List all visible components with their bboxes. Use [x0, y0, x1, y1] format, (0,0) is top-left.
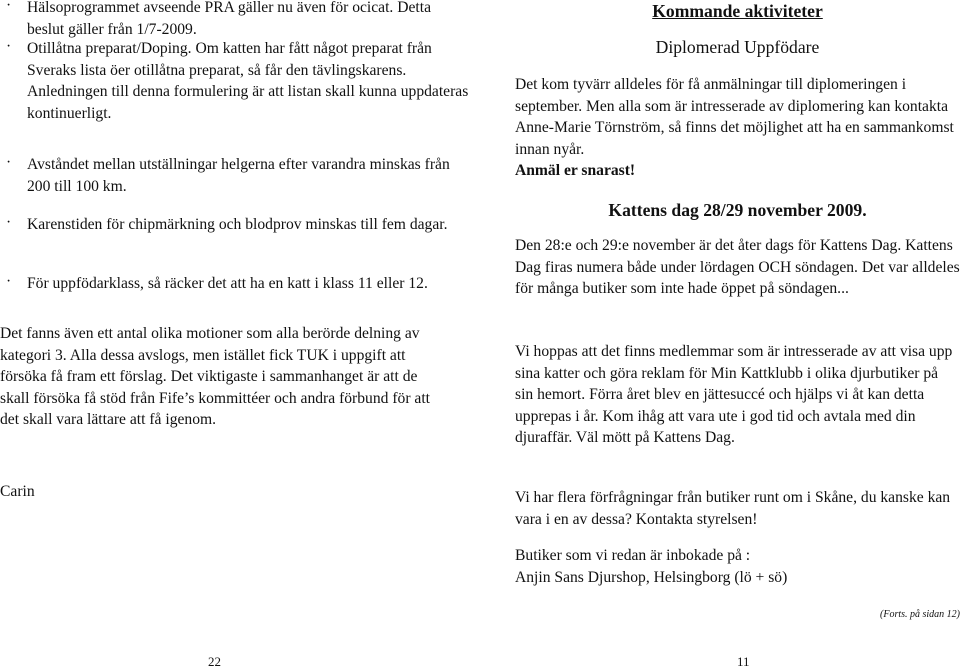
- list-item-text: Karenstiden för chipmärkning och blodprov minskas till fem dagar.: [27, 216, 448, 233]
- diploma-paragraph: [515, 74, 960, 182]
- diploma-text: Det kom tyvärr alldeles för få anmälningar till diplomeringen i september. Men alla som är intresserade av diplomering kan kontakta Anne-Marie Törnström, så finns det möjlighet att ha en sammankomst innan nyår.: [515, 76, 954, 158]
- booked-item: Anjin Sans Djurshop, Helsingborg (lö + sö): [515, 568, 788, 586]
- page-number-left: 22: [208, 654, 221, 669]
- motions-paragraph: Det fanns även ett antal olika motioner som alla berörde delning av kategori 3. Alla dessa avslogs, men istället fick TUK i uppgift att försöka få fram ett förslag. Det viktigaste i sammanhanget är att de skall försöka få stöd från Fife’s kommittéer och andra förbund för att det skall vara lättare att få igenom.: [0, 325, 431, 428]
- list-item-text: För uppfödarklass, så räcker det att ha en katt i klass 11 eller 12.: [27, 275, 428, 292]
- list-item: [0, 273, 472, 295]
- list-item: [0, 154, 472, 197]
- bullet-marker: ·: [6, 0, 12, 14]
- list-item-text: Avståndet mellan utställningar helgerna efter varandra minskas från 200 till 100 km.: [27, 156, 450, 195]
- page-number-right: 11: [737, 654, 750, 669]
- event-paragraph-3: Vi har flera förfrågningar från butiker runt om i Skåne, du kanske kan vara i en av dessa? Kontakta styrelsen!: [515, 489, 951, 528]
- list-item-text: Hälsoprogrammet avseende PRA gäller nu även för ocicat. Detta beslut gäller från 1/7-2009.: [27, 0, 431, 38]
- diploma-call: Anmäl er snarast!: [515, 162, 636, 179]
- section-heading-diploma: Diplomerad Uppfödare: [655, 37, 820, 57]
- booked-shops: [515, 545, 960, 588]
- bullet-marker: ·: [6, 154, 12, 171]
- section-heading-event: Kattens dag 28/29 november 2009.: [608, 200, 867, 220]
- event-paragraph-2: Vi hoppas att det finns medlemmar som är intresserade av att visa upp sina katter och göra reklam för Min Kattklubb i olika djurbutiker på sin hemort. Förra året blev en jättesuccé och hjälps vi åt kan detta upprepas i år. Kom ihåg att vara ute i god tid och avtala med din djuraffär. Väl mött på Kattens Dag.: [515, 343, 953, 446]
- list-item: [0, 0, 472, 40]
- list-item: [0, 38, 472, 124]
- bullet-marker: ·: [6, 273, 12, 290]
- bullet-marker: ·: [6, 214, 12, 231]
- event-paragraph-1: Den 28:e och 29:e november är det åter dags för Kattens Dag. Kattens Dag firas numera både under lördagen OCH söndagen. Det var alldeles för många butiker som inte hade öppet på söndagen...: [515, 237, 960, 297]
- list-item: [0, 214, 472, 236]
- signature: Carin: [0, 483, 35, 500]
- booked-label: Butiker som vi redan är inbokade på :: [515, 547, 751, 564]
- page-title: Kommande aktiviteter: [652, 1, 823, 21]
- list-item-text: Otillåtna preparat/Doping. Om katten har fått något preparat från Sveraks lista öer otillåtna preparat, så får den tävlingskarens. Anledningen till denna formulering är att listan skall kunna uppdateras kontinuerligt.: [27, 40, 469, 122]
- continued-note: (Forts. på sidan 12): [880, 609, 960, 620]
- bullet-marker: ·: [6, 38, 12, 55]
